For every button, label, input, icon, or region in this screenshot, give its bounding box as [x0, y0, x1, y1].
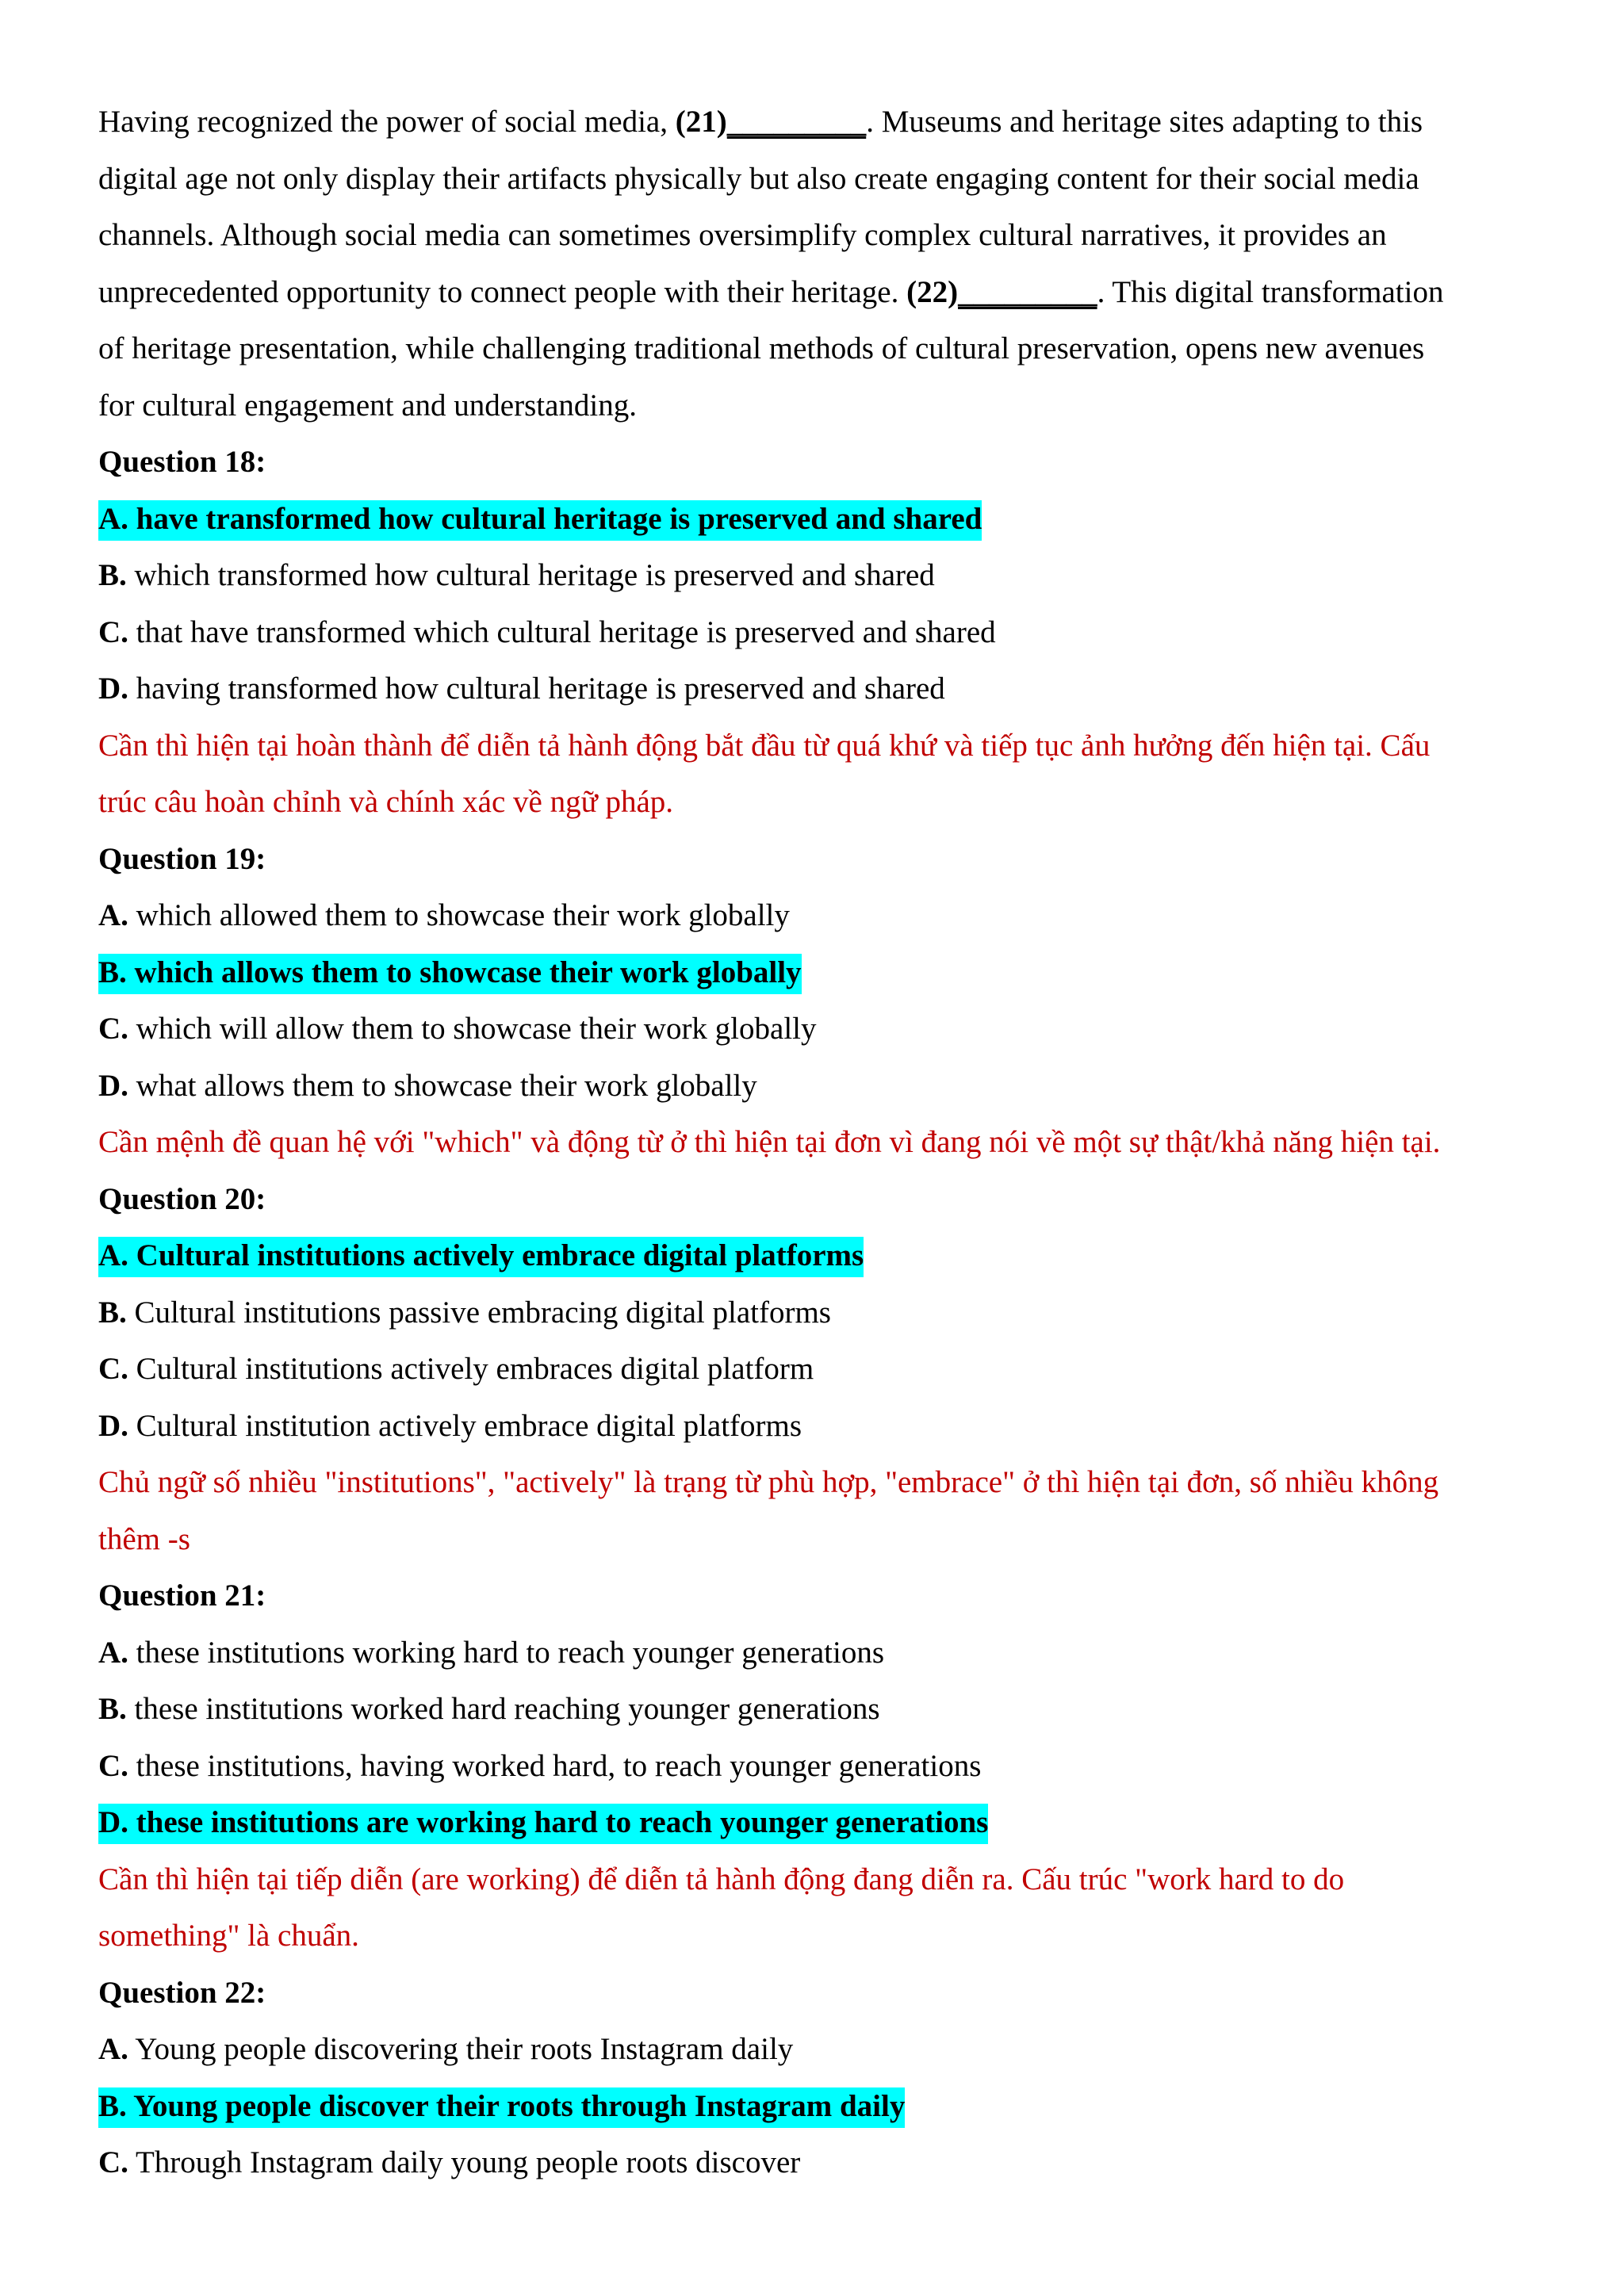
- option-text: have transformed how cultural heritage is preserved and shared: [128, 501, 982, 536]
- option-a-correct[interactable]: [98, 1227, 1549, 1284]
- option-d[interactable]: [98, 1398, 1549, 1455]
- option-a[interactable]: [98, 1624, 1549, 1682]
- blank-underline: _________: [958, 274, 1097, 309]
- option-letter: B.: [98, 1295, 127, 1330]
- explanation-line: Cần thì hiện tại tiếp diễn (are working) để diễn tả hành động đang diễn ra. Cấu trúc "work hard to do: [98, 1862, 1345, 1896]
- option-letter: C.: [98, 2145, 128, 2179]
- passage-line: of heritage presentation, while challenging traditional methods of cultural preservation, opens new avenues: [98, 331, 1425, 365]
- question-19: [98, 831, 1549, 1171]
- passage-text: Having recognized the power of social media,: [98, 105, 676, 139]
- blank-number: (21): [675, 105, 727, 139]
- explanation-line: thêm -s: [98, 1521, 190, 1556]
- option-letter: D.: [98, 1408, 128, 1443]
- option-text: Through Instagram daily young people roots discover: [128, 2145, 801, 2179]
- question-title: Question 20:: [98, 1181, 266, 1216]
- explanation-line: trúc câu hoàn chỉnh và chính xác về ngữ pháp.: [98, 785, 674, 819]
- question-title: Question 19:: [98, 841, 266, 876]
- option-letter: B.: [98, 955, 127, 989]
- document-page: [98, 94, 1549, 2191]
- option-text: these institutions are working hard to reach younger generations: [128, 1805, 989, 1839]
- option-text: which transformed how cultural heritage is preserved and shared: [126, 558, 935, 592]
- answer-highlight: [98, 954, 802, 994]
- option-c[interactable]: [98, 1738, 1549, 1795]
- option-b-correct[interactable]: [98, 944, 1549, 1001]
- option-text: which allowed them to showcase their work globally: [128, 898, 790, 932]
- option-letter: B.: [98, 2088, 127, 2123]
- option-text: Cultural institution actively embrace digital platforms: [128, 1408, 802, 1443]
- passage-line: [98, 264, 1549, 321]
- blank-22: [906, 275, 1097, 309]
- option-letter: A.: [98, 501, 128, 536]
- option-a[interactable]: [98, 887, 1549, 944]
- option-text: these institutions working hard to reach younger generations: [128, 1635, 885, 1670]
- explanation: [98, 718, 1549, 831]
- explanation-line: Cần thì hiện tại hoàn thành để diễn tả hành động bắt đầu từ quá khứ và tiếp tục ảnh hưởng đến hiện tại. Cấu: [98, 728, 1431, 763]
- option-c[interactable]: [98, 1341, 1549, 1398]
- option-letter: D.: [98, 1805, 128, 1839]
- option-d-correct[interactable]: [98, 1794, 1549, 1851]
- passage-line: channels. Although social media can sometimes oversimplify complex cultural narratives, it provides an: [98, 218, 1387, 252]
- passage-line: [98, 94, 1549, 151]
- passage-line: for cultural engagement and understanding.: [98, 388, 638, 423]
- option-b[interactable]: [98, 547, 1549, 604]
- answer-highlight: [98, 1237, 864, 1277]
- question-20: [98, 1171, 1549, 1568]
- passage-line: digital age not only display their artifacts physically but also create engaging content for their social media: [98, 161, 1419, 196]
- option-letter: C.: [98, 1748, 128, 1783]
- option-text: having transformed how cultural heritage is preserved and shared: [128, 672, 945, 706]
- option-b[interactable]: [98, 1681, 1549, 1738]
- option-b-correct[interactable]: [98, 2078, 1549, 2135]
- option-letter: A.: [98, 2032, 128, 2066]
- option-letter: D.: [98, 672, 128, 706]
- passage-text: unprecedented opportunity to connect people with their heritage.: [98, 274, 907, 309]
- option-letter: C.: [98, 614, 128, 649]
- option-text: these institutions worked hard reaching younger generations: [126, 1692, 880, 1726]
- option-d[interactable]: [98, 660, 1549, 718]
- option-letter: C.: [98, 1352, 128, 1386]
- option-letter: C.: [98, 1012, 128, 1046]
- option-c[interactable]: [98, 1001, 1549, 1058]
- option-text: what allows them to showcase their work globally: [128, 1068, 757, 1103]
- blank-number: (22): [906, 274, 959, 309]
- explanation: [98, 1114, 1549, 1171]
- option-letter: A.: [98, 898, 128, 932]
- answer-highlight: [98, 2087, 905, 2128]
- question-title: Question 18:: [98, 445, 266, 479]
- answer-highlight: [98, 500, 982, 541]
- option-d[interactable]: [98, 1058, 1549, 1115]
- option-c[interactable]: [98, 2134, 1549, 2191]
- option-text: Young people discovering their roots Instagram daily: [128, 2032, 794, 2066]
- explanation: [98, 1454, 1549, 1567]
- explanation-line: something" là chuẩn.: [98, 1919, 359, 1953]
- answer-highlight: [98, 1804, 988, 1844]
- passage: [98, 94, 1549, 434]
- question-18: [98, 434, 1549, 831]
- blank-21: [676, 105, 866, 139]
- blank-underline: _________: [726, 105, 867, 139]
- question-21: [98, 1567, 1549, 1965]
- option-text: Young people discover their roots through Instagram daily: [126, 2088, 906, 2123]
- option-a[interactable]: [98, 2021, 1549, 2078]
- option-text: that have transformed which cultural heritage is preserved and shared: [128, 614, 996, 649]
- option-text: which will allow them to showcase their work globally: [128, 1012, 817, 1046]
- option-letter: B.: [98, 558, 127, 592]
- option-letter: A.: [98, 1635, 128, 1670]
- option-c[interactable]: [98, 604, 1549, 661]
- question-title: Question 22:: [98, 1975, 266, 2010]
- option-letter: A.: [98, 1238, 128, 1272]
- option-letter: B.: [98, 1692, 127, 1726]
- explanation: [98, 1851, 1549, 1965]
- passage-text: . This digital transformation: [1097, 274, 1444, 309]
- option-text: these institutions, having worked hard, to reach younger generations: [128, 1748, 982, 1783]
- explanation-line: Cần mệnh đề quan hệ với "which" và động từ ở thì hiện tại đơn vì đang nói về một sự thật/khả năng hiện tại.: [98, 1125, 1441, 1159]
- question-22: [98, 1965, 1549, 2191]
- option-b[interactable]: [98, 1284, 1549, 1341]
- option-a-correct[interactable]: [98, 491, 1549, 548]
- passage-text: . Museums and heritage sites adapting to this: [866, 105, 1423, 139]
- option-text: Cultural institutions actively embrace digital platforms: [128, 1238, 864, 1272]
- explanation-line: Chủ ngữ số nhiều "institutions", "actively" là trạng từ phù hợp, "embrace" ở thì hiện tại đơn, số nhiều không: [98, 1465, 1439, 1499]
- option-text: Cultural institutions passive embracing digital platforms: [126, 1295, 831, 1330]
- question-title: Question 21:: [98, 1578, 266, 1613]
- option-text: which allows them to showcase their work globally: [126, 955, 802, 989]
- option-letter: D.: [98, 1068, 128, 1103]
- option-text: Cultural institutions actively embraces digital platform: [128, 1352, 814, 1386]
